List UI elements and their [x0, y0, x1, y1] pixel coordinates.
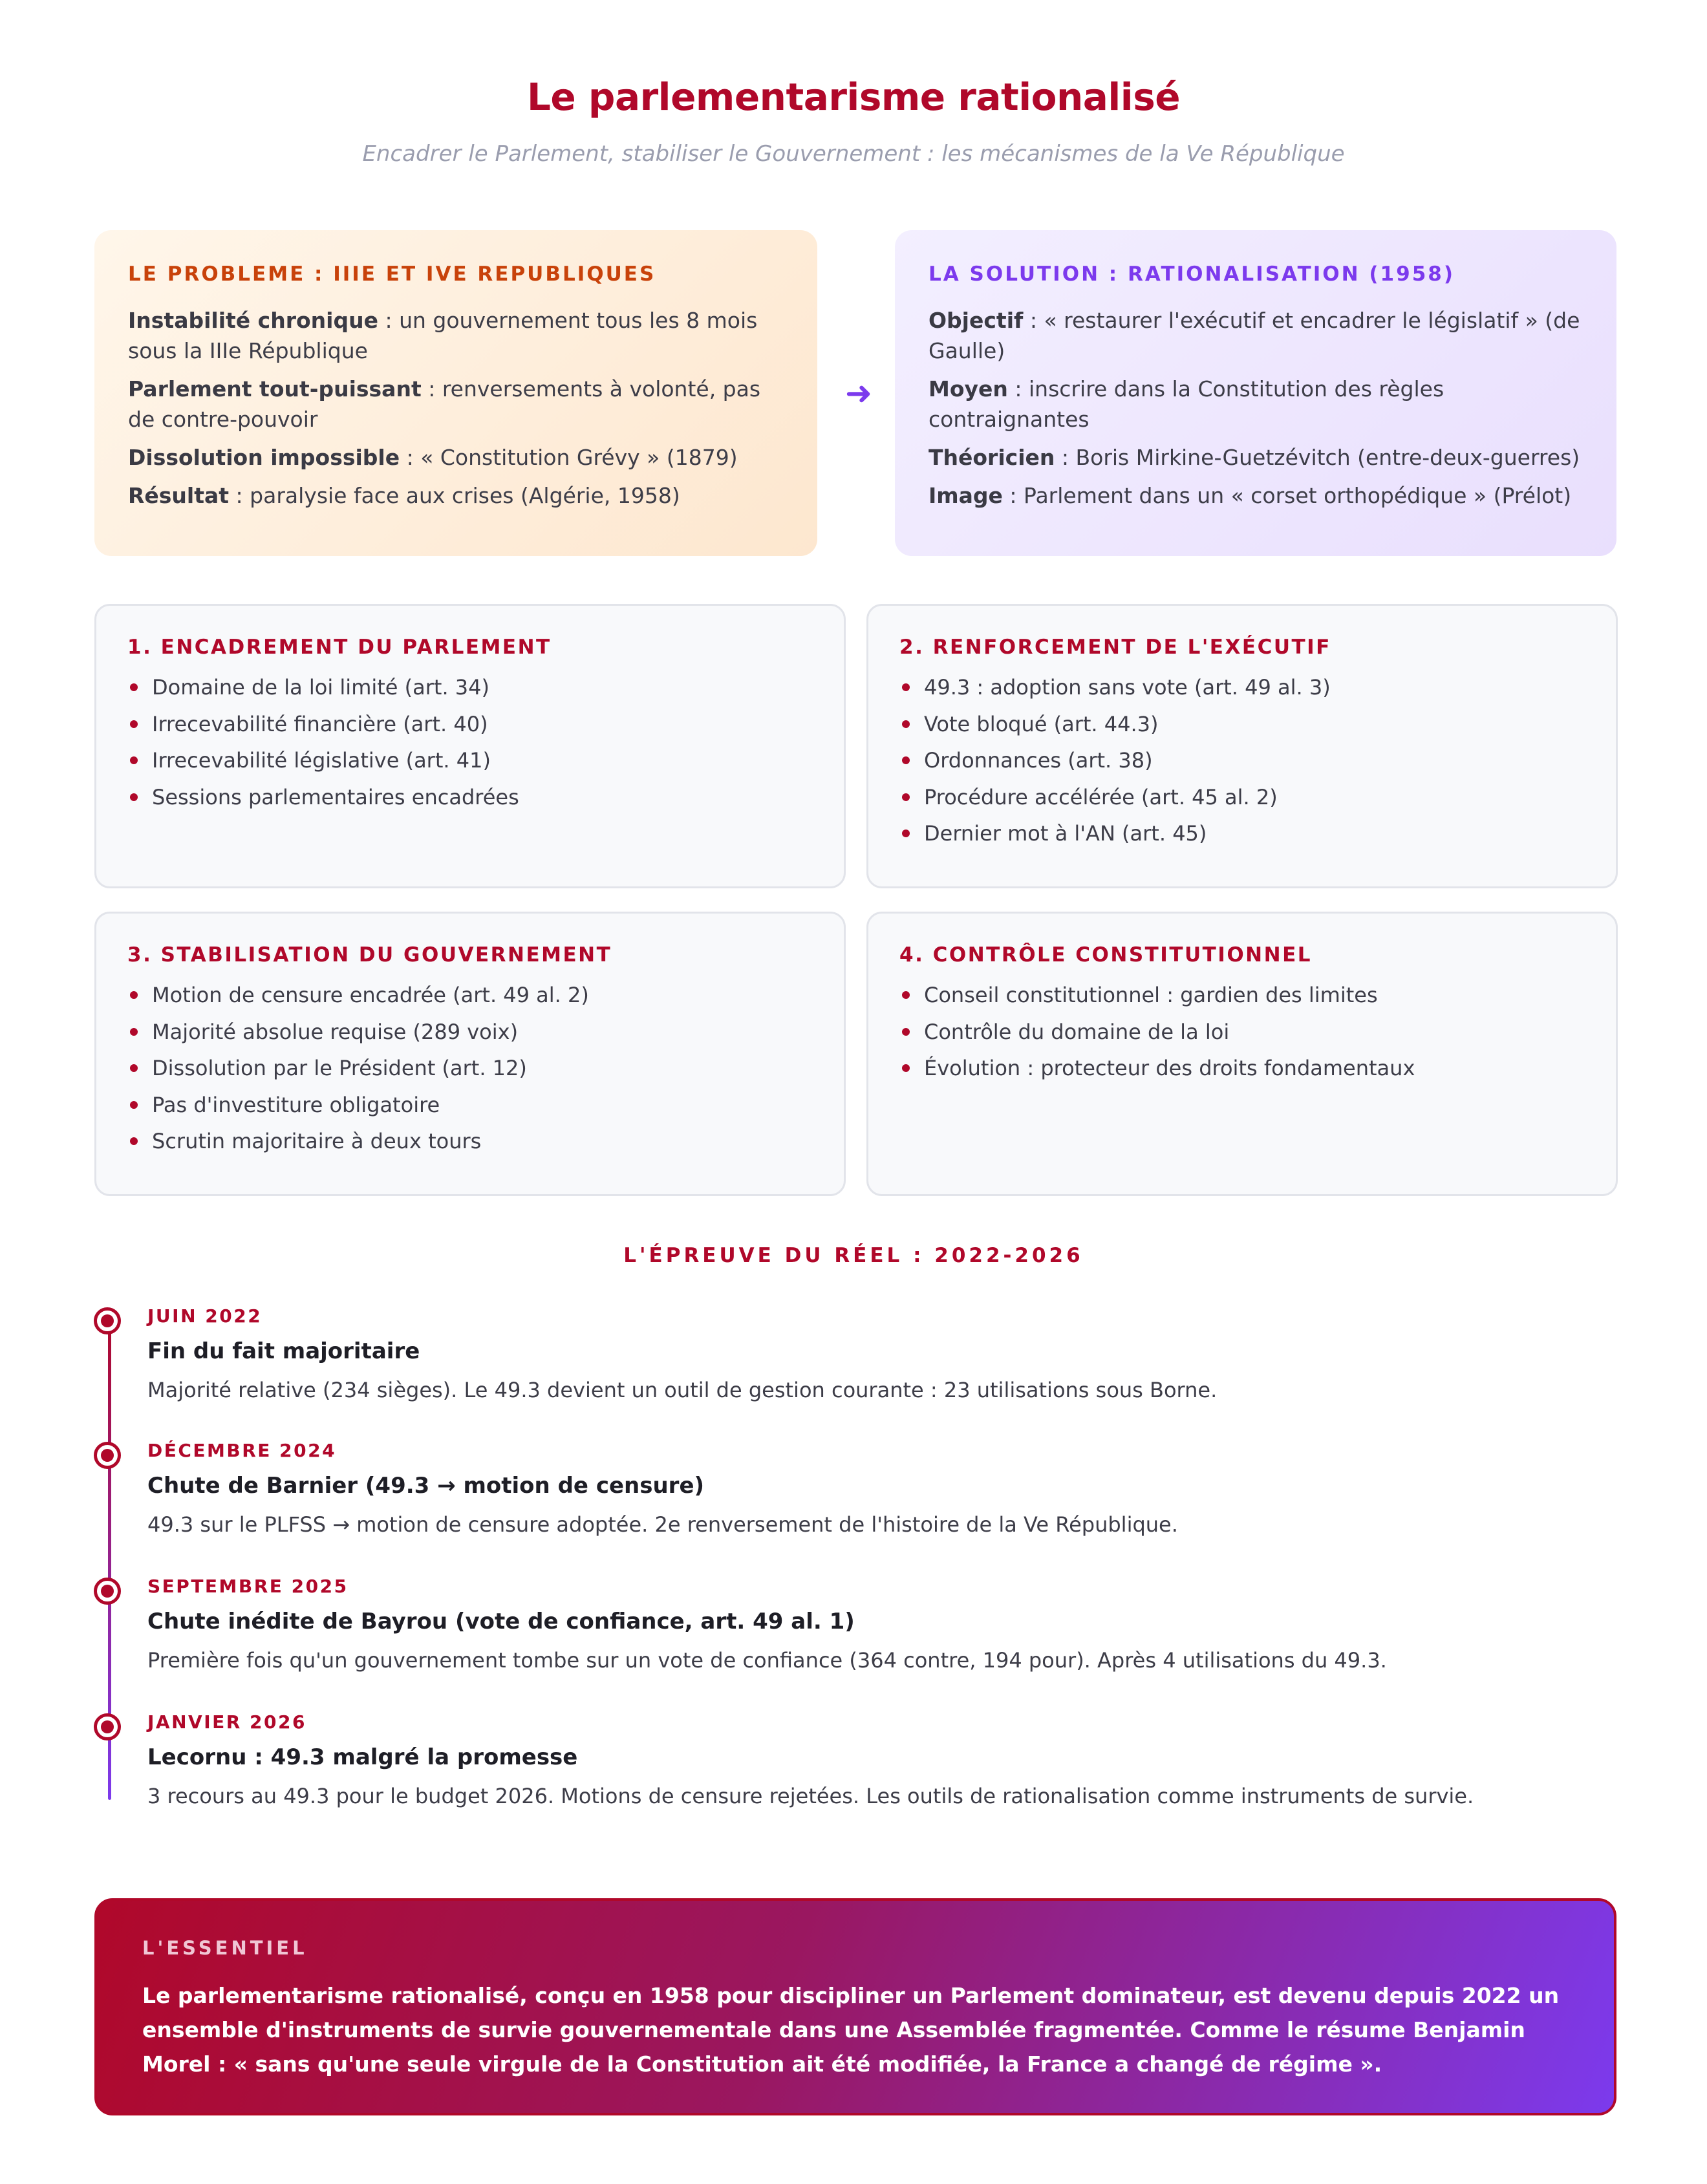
solution-item: [929, 442, 1583, 473]
timeline-date: JUIN 2022: [147, 1305, 263, 1327]
problem-item-text: : « Constitution Grévy » (1879): [400, 445, 738, 470]
list-item-text: Ordonnances (art. 38): [924, 748, 1153, 773]
bullet-icon: [902, 991, 910, 999]
problem-box: [94, 230, 817, 556]
summary-text-part: dans une Assemblée fragmentée. Comme le résume Benjamin Morel : « sans qu'une seule virgule de la Constitution ait été modifiée, la France a changé de régime ».: [142, 2017, 1525, 2077]
list-item: [127, 742, 813, 779]
problem-item-text: : renversements à volonté, pas de contre-pouvoir: [128, 376, 761, 432]
list-item-text: Domaine de la loi limité (art. 34): [152, 675, 489, 700]
timeline-event: [147, 1439, 1622, 1539]
list-item: [127, 1050, 813, 1087]
bullet-icon: [902, 756, 910, 764]
list-item: [127, 706, 813, 743]
solution-item-term: Image: [929, 483, 1003, 508]
timeline-text: 3 recours au 49.3 pour le budget 2026. Motions de censure rejetées. Les outils de rationalisation comme instruments de survie.: [147, 1784, 1474, 1808]
solution-item: [929, 480, 1583, 511]
bullet-icon: [130, 793, 138, 801]
timeline-heading: Chute de Barnier (49.3 → motion de censure): [147, 1473, 705, 1499]
summary-emphasis: instruments de survie gouvernementale: [287, 2017, 772, 2042]
problem-item-term: Résultat: [128, 483, 230, 508]
bullet-icon: [130, 683, 138, 691]
bullet-icon: [130, 1028, 138, 1036]
bullet-icon: [130, 756, 138, 764]
timeline-dot-icon: [94, 1442, 121, 1469]
list-item: [899, 1014, 1585, 1051]
problem-item-text: : paralysie face aux crises (Algérie, 1958): [229, 483, 680, 508]
card-title: 2. RENFORCEMENT DE L'EXÉCUTIF: [899, 636, 1331, 659]
solution-item-term: Théoricien: [929, 445, 1055, 470]
card-list: [899, 977, 1585, 1087]
list-item: [127, 1014, 813, 1051]
timeline-dot-icon: [94, 1713, 121, 1740]
list-item-text: Dernier mot à l'AN (art. 45): [924, 821, 1207, 846]
timeline-dot-icon: [94, 1578, 121, 1605]
solution-box: [895, 230, 1616, 556]
solution-heading: LA SOLUTION : RATIONALISATION (1958): [929, 262, 1455, 286]
bullet-icon: [130, 1137, 138, 1145]
timeline-event: [147, 1575, 1622, 1675]
timeline-event: [147, 1305, 1622, 1404]
list-item-text: 49.3 : adoption sans vote (art. 49 al. 3): [924, 675, 1331, 700]
solution-item-text: : « restaurer l'exécutif et encadrer le législatif » (de Gaulle): [929, 308, 1580, 363]
problem-item: [128, 480, 784, 511]
timeline-heading: Lecornu : 49.3 malgré la promesse: [147, 1744, 578, 1770]
timeline-date: SEPTEMBRE 2025: [147, 1576, 349, 1597]
problem-item-term: Instabilité chronique: [128, 308, 378, 333]
list-item: [899, 779, 1585, 816]
timeline-dot-icon: [94, 1307, 121, 1334]
list-item: [899, 977, 1585, 1014]
page-subtitle: Encadrer le Parlement, stabiliser le Gouvernement : les mécanismes de la Ve République: [362, 141, 1345, 167]
solution-item-term: Objectif: [929, 308, 1024, 333]
solution-item-text: : inscrire dans la Constitution des règles contraignantes: [929, 376, 1444, 432]
card-controle-constitutionnel: [866, 912, 1618, 1196]
list-item-text: Pas d'investiture obligatoire: [152, 1092, 440, 1117]
arrow-right-icon: ➜: [845, 374, 872, 412]
bullet-icon: [130, 1064, 138, 1072]
list-item: [127, 977, 813, 1014]
solution-item: [929, 305, 1583, 366]
list-item: [127, 779, 813, 816]
bullet-icon: [902, 683, 910, 691]
list-item-text: Contrôle du domaine de la loi: [924, 1019, 1230, 1044]
list-item-text: Dissolution par le Président (art. 12): [152, 1056, 527, 1080]
bullet-icon: [130, 1101, 138, 1109]
timeline-date: JANVIER 2026: [147, 1711, 306, 1733]
bullet-icon: [902, 720, 910, 728]
problem-heading: LE PROBLEME : IIIE ET IVE REPUBLIQUES: [128, 262, 656, 286]
list-item: [899, 1050, 1585, 1087]
problem-item-term: Dissolution impossible: [128, 445, 400, 470]
list-item-text: Conseil constitutionnel : gardien des limites: [924, 983, 1378, 1007]
card-title: 1. ENCADREMENT DU PARLEMENT: [127, 636, 552, 659]
bullet-icon: [130, 720, 138, 728]
bullet-icon: [902, 793, 910, 801]
problem-item-term: Parlement tout-puissant: [128, 376, 422, 401]
bullet-icon: [902, 1064, 910, 1072]
summary-label: L'ESSENTIEL: [142, 1937, 308, 1959]
list-item: [899, 742, 1585, 779]
timeline-title: L'ÉPREUVE DU RÉEL : 2022-2026: [623, 1244, 1084, 1267]
list-item: [899, 669, 1585, 706]
bullet-icon: [902, 830, 910, 837]
list-item-text: Évolution : protecteur des droits fondamentaux: [924, 1056, 1415, 1080]
list-item: [127, 1123, 813, 1160]
solution-item: [929, 374, 1583, 434]
list-item-text: Irrecevabilité financière (art. 40): [152, 711, 488, 736]
card-title: 3. STABILISATION DU GOUVERNEMENT: [127, 943, 612, 967]
card-list: [127, 669, 813, 815]
timeline-text: Première fois qu'un gouvernement tombe sur un vote de confiance (364 contre, 194 pour). Après 4 utilisations du 49.3.: [147, 1648, 1387, 1673]
timeline-text: 49.3 sur le PLFSS → motion de censure adoptée. 2e renversement de l'histoire de la Ve République.: [147, 1512, 1178, 1537]
card-title: 4. CONTRÔLE CONSTITUTIONNEL: [899, 943, 1313, 967]
solution-item-term: Moyen: [929, 376, 1008, 401]
page-title: Le parlementarisme rationalisé: [526, 75, 1181, 119]
list-item-text: Scrutin majoritaire à deux tours: [152, 1129, 482, 1153]
problem-item-text: : un gouvernement tous les 8 mois sous la IIIe République: [128, 308, 758, 363]
list-item: [127, 1087, 813, 1124]
timeline-heading: Fin du fait majoritaire: [147, 1338, 420, 1364]
summary-text: [142, 1978, 1570, 2081]
card-stabilisation-gouvernement: [94, 912, 846, 1196]
solution-item-text: : Boris Mirkine-Guetzévitch (entre-deux-guerres): [1055, 445, 1580, 470]
list-item-text: Vote bloqué (art. 44.3): [924, 711, 1159, 736]
timeline-event: [147, 1711, 1622, 1810]
bullet-icon: [130, 991, 138, 999]
card-encadrement-parlement: [94, 604, 846, 888]
list-item: [899, 815, 1585, 852]
timeline-heading: Chute inédite de Bayrou (vote de confiance, art. 49 al. 1): [147, 1609, 855, 1634]
card-list: [899, 669, 1585, 852]
list-item-text: Irrecevabilité législative (art. 41): [152, 748, 491, 773]
list-item: [127, 669, 813, 706]
solution-item-text: : Parlement dans un « corset orthopédique » (Prélot): [1002, 483, 1572, 508]
list-item: [899, 706, 1585, 743]
summary-text-part: , est devenu depuis 2022 un ensemble d': [142, 1983, 1560, 2042]
problem-item: [128, 305, 784, 366]
list-item-text: Sessions parlementaires encadrées: [152, 784, 519, 809]
card-list: [127, 977, 813, 1160]
summary-emphasis: discipliner un Parlement dominateur: [779, 1983, 1218, 2008]
card-renforcement-executif: [866, 604, 1618, 888]
summary-box: [94, 1898, 1616, 2115]
problem-item: [128, 374, 784, 434]
timeline-text: Majorité relative (234 sièges). Le 49.3 devient un outil de gestion courante : 23 utilisations sous Borne.: [147, 1378, 1218, 1402]
list-item-text: Procédure accélérée (art. 45 al. 2): [924, 784, 1278, 809]
summary-text-part: Le parlementarisme rationalisé, conçu en 1958 pour: [142, 1983, 780, 2008]
bullet-icon: [902, 1028, 910, 1036]
timeline-date: DÉCEMBRE 2024: [147, 1440, 337, 1461]
list-item-text: Majorité absolue requise (289 voix): [152, 1019, 519, 1044]
list-item-text: Motion de censure encadrée (art. 49 al. 2): [152, 983, 589, 1007]
problem-item: [128, 442, 784, 473]
